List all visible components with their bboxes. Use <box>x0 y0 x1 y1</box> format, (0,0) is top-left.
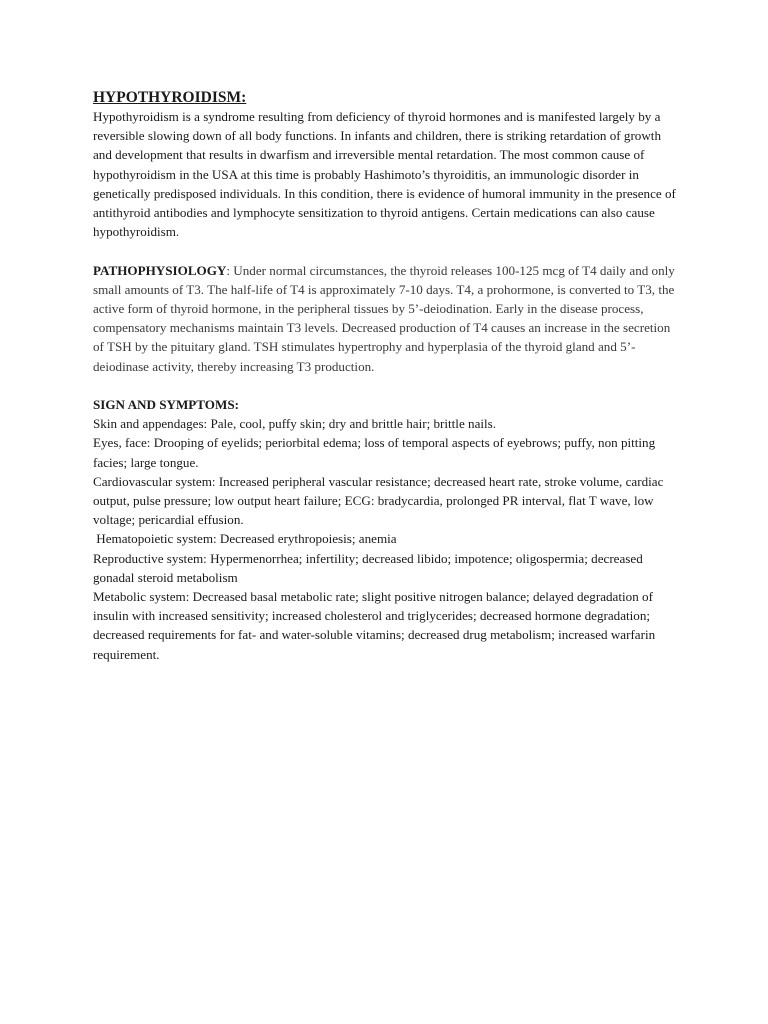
pathophysiology-paragraph <box>93 261 683 376</box>
symptom-metabolic: Metabolic system: Decreased basal metabolic rate; slight positive nitrogen balance; delayed degradation of insulin with increased sensitivity; increased cholesterol and triglycerides; decreased hormone degradation; decreased requirements for fat- and water-soluble vitamins; decreased drug metabolism; increased warfarin requirement. <box>93 589 656 662</box>
pathophysiology-label: PATHOPHYSIOLOGY <box>93 262 227 278</box>
paragraph-spacer <box>93 376 683 395</box>
pathophysiology-text: : Under normal circumstances, the thyroid releases 100-125 mcg of T4 daily and only small amounts of T3. The half-life of T4 is approximately 7-10 days. T4, a prohormone, is converted to T3, the active form of thyroid hormone, in the peripheral tissues by 5’-deiodination. Early in the disease process, compensatory mechanisms maintain T3 levels. Decreased production of T4 causes an increase in the secretion of TSH by the pituitary gland. TSH stimulates hypertrophy and hyperplasia of the thyroid gland and 5’-deiodinase activity, thereby increasing T3 production. <box>93 262 675 374</box>
document-title: HYPOTHYROIDISM: <box>93 89 247 106</box>
symptom-reproductive: Reproductive system: Hypermenorrhea; infertility; decreased libido; impotence; oligospermia; decreased gonadal steroid metabolism <box>93 550 643 585</box>
intro-paragraph: Hypothyroidism is a syndrome resulting from deficiency of thyroid hormones and is manifested largely by a reversible slowing down of all body functions. In infants and children, there is striking retardation of growth and development that results in dwarfism and irreversible mental retardation. The most common cause of hypothyroidism in the USA at this time is probably Hashimoto’s thyroiditis, an immunologic disorder in genetically predisposed individuals. In this condition, there is evidence of humoral immunity in the presence of antithyroid antibodies and lymphocyte sensitization to thyroid antigens. Certain medications can also cause hypothyroidism. <box>93 109 676 240</box>
signs-heading: SIGN AND SYMPTOMS: <box>93 397 239 413</box>
document-page <box>93 88 683 664</box>
symptom-eyes-face: Eyes, face: Drooping of eyelids; periorbital edema; loss of temporal aspects of eyebrows; puffy, non pitting facies; large tongue. <box>93 435 656 470</box>
symptom-hematopoietic: Hematopoietic system: Decreased erythropoiesis; anemia <box>93 531 397 547</box>
symptom-cardiovascular: Cardiovascular system: Increased peripheral vascular resistance; decreased heart rate, stroke volume, cardiac output, pulse pressure; low output heart failure; ECG: bradycardia, prolonged PR interval, flat T wave, low voltage; pericardial effusion. <box>93 473 664 528</box>
paragraph-spacer <box>93 241 683 260</box>
symptom-skin: Skin and appendages: Pale, cool, puffy skin; dry and brittle hair; brittle nails. <box>93 416 497 432</box>
